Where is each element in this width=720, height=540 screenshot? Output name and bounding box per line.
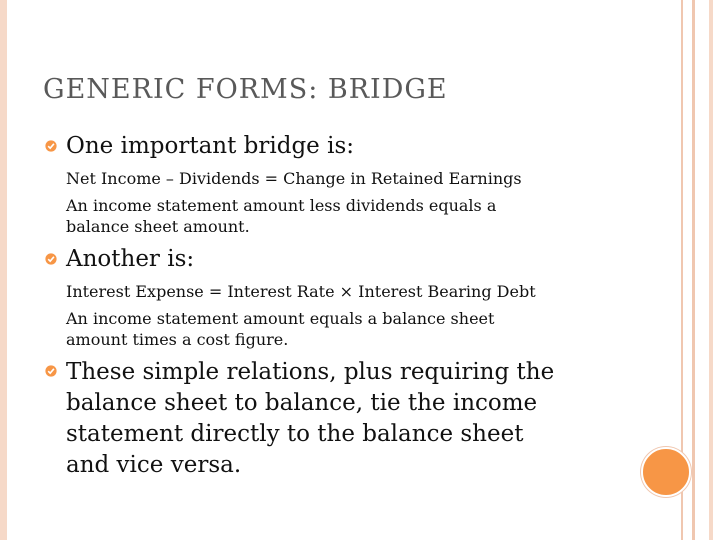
circle-check-icon (45, 253, 57, 265)
bullet-text: One important bridge is: (66, 133, 354, 159)
bullet-text: and vice versa. (66, 452, 242, 478)
bullet-text: statement directly to the balance sheet (66, 421, 524, 447)
bullet-text: balance sheet to balance, tie the income (66, 390, 538, 416)
slide-frame-right-line (709, 0, 713, 540)
sub-bullet-text: An income statement amount equals a balance sheet (66, 309, 495, 328)
circle-check-icon (45, 365, 57, 377)
sub-bullet-text: Interest Expense = Interest Rate × Interest Bearing Debt (66, 282, 536, 301)
slide-frame-left (0, 0, 7, 540)
slide-title: GENERIC FORMS: BRIDGE (43, 74, 448, 105)
slide-frame-right-line (692, 0, 695, 540)
bullet-text: Another is: (66, 246, 195, 272)
sub-bullet-text: An income statement amount less dividends equals a (66, 196, 497, 215)
bullet-text: These simple relations, plus requiring the (66, 359, 555, 385)
sub-bullet-text: Net Income – Dividends = Change in Retained Earnings (66, 169, 522, 188)
sub-bullet-text: balance sheet amount. (66, 217, 250, 236)
orange-circle-decoration (641, 447, 691, 497)
sub-bullet-text: amount times a cost figure. (66, 330, 289, 349)
circle-check-icon (45, 140, 57, 152)
